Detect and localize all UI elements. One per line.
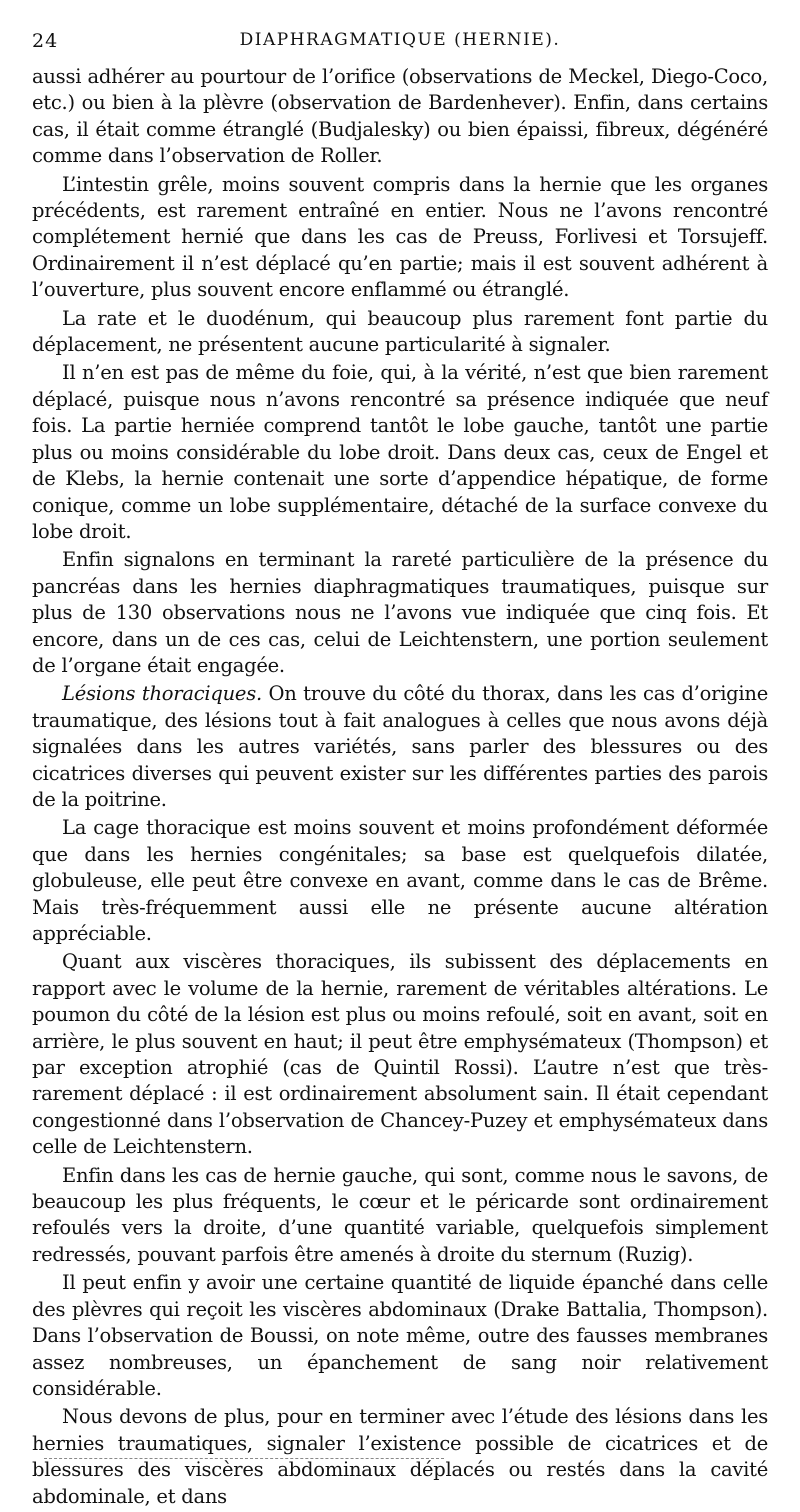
paragraph-pancreas: Enfin signalons en terminant la rareté particulière de la présence du pancréas dans les hernies diaphragmatiques traumatiques, puisque sur plus de 130 observations nous ne l’avons vue indiquée que cinq fois. Et encore, dans un de ces cas, celui de Leichtenstern, une portion seulement de l’organe était engagée. <box>32 548 768 677</box>
page-number: 24 <box>32 30 59 52</box>
paragraph-continuation: aussi adhérer au pourtour de l’orifice (observations de Meckel, Diego-Coco, etc.) ou bien à la plèvre (observation de Bardenhever). Enfin, dans certains cas, il était comme étranglé (Budjalesky) ou bien épaissi, fibreux, dégénéré comme dans l’observation de Roller. <box>32 65 768 168</box>
paragraph-thoracic-lesions-text: On trouve du côté du thorax, dans les cas d’origine traumatique, des lésions tout à fait analogues à celles que nous avons déjà signalées dans les autres variétés, sans parler des blessures ou des cicatrices diverses qui peuvent exister sur les différentes parties des parois de la poitrine. <box>32 682 768 811</box>
section-heading-thoracic-lesions: Lésions thoraciques. <box>62 682 262 706</box>
footer-rule <box>44 1458 444 1459</box>
running-head: DIAPHRAGMATIQUE (HERNIE). <box>239 30 561 50</box>
paragraph-thoracic-cage: La cage thoracique est moins souvent et moins profondément déformée que dans les hernies congénitales; sa base est quelquefois dilatée, globuleuse, elle peut être convexe en avant, comme dans le cas de Brême. Mais très-fréquemment aussi elle ne présente aucune altération appréciable. <box>32 816 768 945</box>
page-header <box>32 30 768 60</box>
paragraph-thoracic-lesions <box>32 681 768 813</box>
paragraph-scars-wounds: Nous devons de plus, pour en terminer avec l’étude des lésions dans les hernies traumatiques, signaler l’existence possible de cicatrices et de blessures des viscères abdominaux déplacés ou restés dans la cavité abdominale, et dans <box>32 1405 768 1508</box>
paragraph-pleural-fluid: Il peut enfin y avoir une certaine quantité de liquide épanché dans celle des plèvres qui reçoit les viscères abdominaux (Drake Battalia, Thompson). Dans l’observation de Boussi, on note même, outre des fausses membranes assez nombreuses, un épanchement de sang noir relativement considérable. <box>32 1271 768 1400</box>
paragraph-small-intestine: L’intestin grêle, moins souvent compris dans la hernie que les organes précédents, est rarement entraîné en entier. Nous ne l’avons rencontré complétement hernié que dans les cas de Preuss, Forlivesi et Torsujeff. Ordinairement il n’est déplacé qu’en partie; mais il est souvent adhérent à l’ouverture, plus souvent encore enflammé ou étranglé. <box>32 172 768 302</box>
paragraph-heart-pericardium: Enfin dans les cas de hernie gauche, qui sont, comme nous le savons, de beaucoup les plus fréquents, le cœur et le péricarde sont ordinairement refoulés vers la droite, d’une quantité variable, quelquefois simplement redressés, pouvant parfois être amenés à droite du sternum (Ruzig). <box>32 1163 768 1266</box>
paragraph-spleen-duodenum: La rate et le duodénum, qui beaucoup plus rarement font partie du déplacement, ne présentent aucune particularité à signaler. <box>32 306 768 357</box>
paragraph-liver: Il n’en est pas de même du foie, qui, à la vérité, n’est que bien rarement déplacé, puisque nous n’avons rencontré sa présence indiquée que neuf fois. La partie herniée comprend tantôt le lobe gauche, tantôt une partie plus ou moins considérable du lobe droit. Dans deux cas, ceux de Engel et de Klebs, la hernie contenait une sorte d’appendice hépatique, de forme conique, comme un lobe supplémentaire, détaché de la surface convexe du lobe droit. <box>32 361 768 543</box>
paragraph-thoracic-viscera: Quant aux viscères thoraciques, ils subissent des déplacements en rapport avec le volume de la hernie, rarement de véritables altérations. Le poumon du côté de la lésion est plus ou moins refoulé, soit en avant, soit en arrière, le plus souvent en haut; il peut être emphysémateux (Thompson) et par exception atrophié (cas de Quintil Rossi). L’autre n’est que très-rarement déplacé : il est ordinairement absolument sain. Il était cependant congestionné dans l’observation de Chancey-Puzey et emphysémateux dans celle de Leichtenstern. <box>32 950 768 1159</box>
body-text <box>32 64 768 1512</box>
